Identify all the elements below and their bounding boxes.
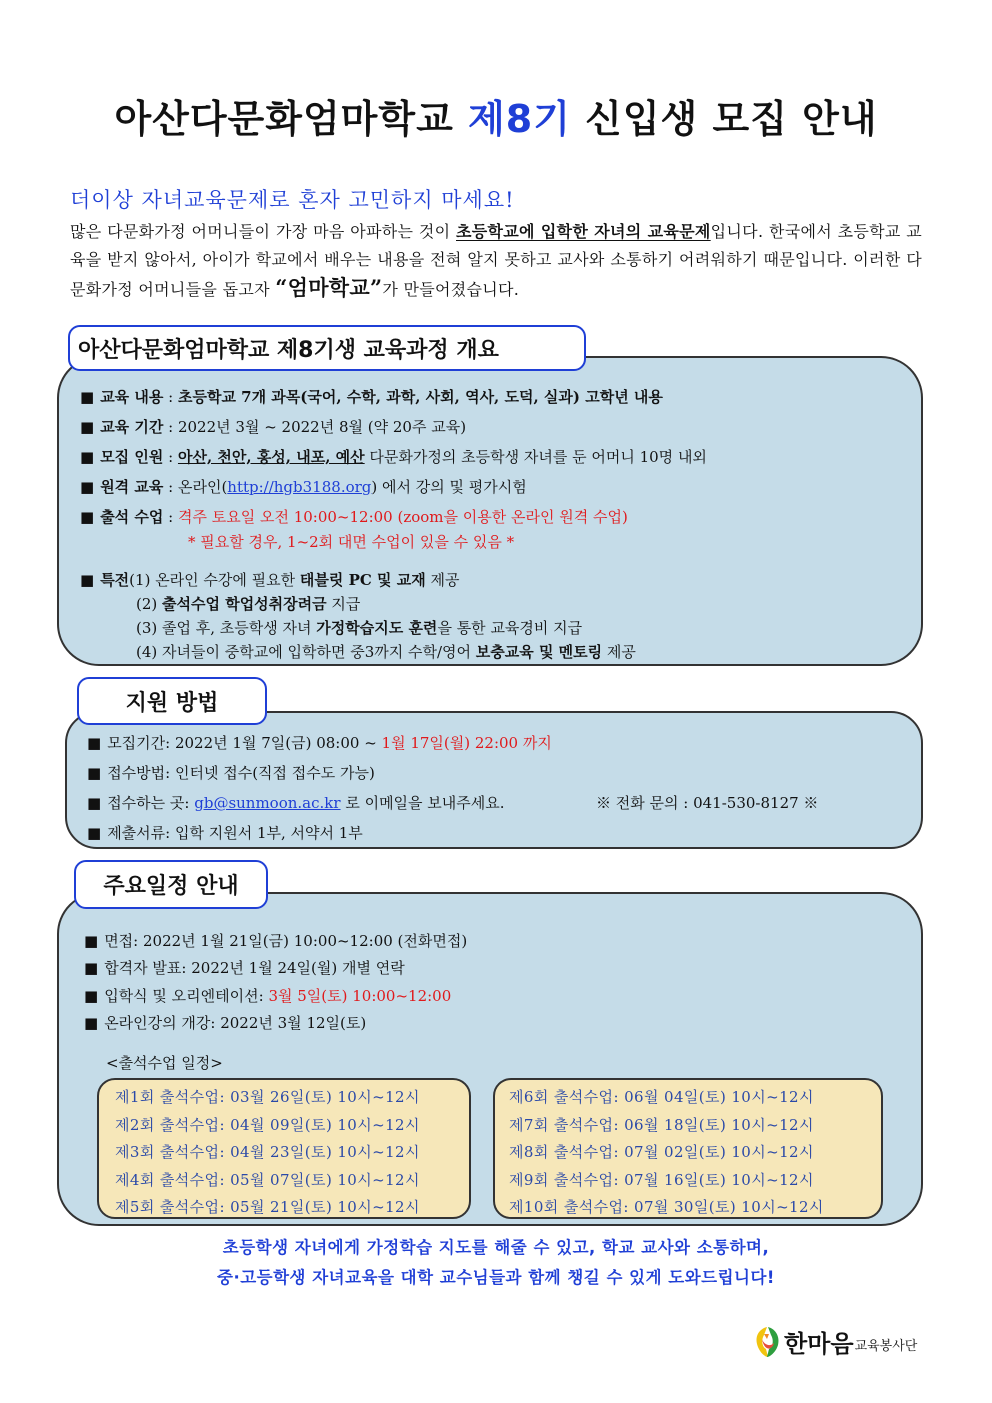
attend-session: 제10회 출석수업: 07월 30일(토) 10시~12시 bbox=[509, 1198, 824, 1216]
benefit-4: (4) 자녀들이 중학교에 입학하면 중3까지 수학/영어 보충교육 및 멘토링 제공 bbox=[136, 643, 636, 661]
schedule-interview: ■ 면접: 2022년 1월 21일(금) 10:00~12:00 (전화면접) bbox=[84, 932, 468, 950]
apply-period: ■ 모집기간: 2022년 1월 7일(금) 08:00 ~ 1월 17일(월) 22:00 까지 bbox=[87, 734, 552, 752]
footer-message bbox=[0, 1233, 992, 1293]
attend-schedule-right bbox=[493, 1078, 883, 1219]
subheading: 더이상 자녀교육문제로 혼자 고민하지 마세요! bbox=[70, 188, 515, 212]
course-attend-note: * 필요할 경우, 1~2회 대면 수업이 있을 수 있음 * bbox=[188, 533, 515, 551]
course-tab: 아산다문화엄마학교 제8기생 교육과정 개요 bbox=[68, 325, 586, 371]
attend-session: 제3회 출석수업: 04월 23일(토) 10시~12시 bbox=[115, 1143, 420, 1161]
hanmaum-emblem-icon bbox=[752, 1325, 782, 1359]
schedule-tab: 주요일정 안내 bbox=[74, 860, 268, 909]
attend-session: 제2회 출석수업: 04월 09일(토) 10시~12시 bbox=[115, 1115, 420, 1134]
schedule-online: ■ 온라인강의 개강: 2022년 3월 12일(토) bbox=[84, 1014, 367, 1032]
attend-session: 제6회 출석수업: 06월 04일(토) 10시~12시 bbox=[509, 1088, 814, 1106]
attend-session: 제5회 출석수업: 05월 21일(토) 10시~12시 bbox=[115, 1198, 420, 1216]
benefit-2: (2) 출석수업 학업성취장려금 지급 bbox=[136, 595, 361, 613]
apply-tab: 지원 방법 bbox=[77, 677, 267, 725]
intro-paragraph: 많은 다문화가정 어머니들이 가장 마음 아파하는 것이 초등학교에 입학한 자녀의 교육문제입니다. 한국에서 초등학교 교육을 받지 않아서, 아이가 학교에서 배우는 내용을 전혀 알지 못하고 교사와 소통하기 어려워하기 때문입니다. 이러한 다문화가정 어머니들을 돕고자 “엄마학교”가 만들어졌습니다. bbox=[70, 222, 922, 300]
page-title: 아산다문화엄마학교 제8기 신입생 모집 안내 bbox=[114, 97, 878, 141]
schedule-entrance: ■ 입학식 및 오리엔테이션: 3월 5일(토) 10:00~12:00 bbox=[84, 987, 452, 1005]
attend-session: 제7회 출석수업: 06월 18일(토) 10시~12시 bbox=[509, 1115, 814, 1134]
attend-session: 제1회 출석수업: 03월 26일(토) 10시~12시 bbox=[115, 1088, 420, 1106]
attend-session: 제9회 출석수업: 07월 16일(토) 10시~12시 bbox=[509, 1170, 814, 1189]
apply-docs: ■ 제출서류: 입학 지원서 1부, 서약서 1부 bbox=[87, 824, 363, 842]
course-attend: ■ 출석 수업 : 격주 토요일 오전 10:00~12:00 (zoom을 이용한 온라인 원격 수업) bbox=[80, 508, 628, 526]
logo-suffix: 교육봉사단 bbox=[854, 1339, 918, 1354]
attend-schedule-title: <출석수업 일정> bbox=[106, 1054, 223, 1072]
website-link[interactable]: http://hgb3188.org bbox=[227, 478, 372, 496]
footer-line-1: 초등학생 자녀에게 가정학습 지도를 해줄 수 있고, 학교 교사와 소통하며, bbox=[222, 1238, 770, 1257]
apply-phone: ※ 전화 문의 : 041-530-8127 ※ bbox=[596, 794, 819, 812]
apply-where: ■ 접수하는 곳: gb@sunmoon.ac.kr 로 이메일을 보내주세요. bbox=[87, 794, 505, 812]
course-period: ■ 교육 기간 : 2022년 3월 ~ 2022년 8월 (약 20주 교육) bbox=[80, 418, 467, 436]
attend-session: 제4회 출석수업: 05월 07일(토) 10시~12시 bbox=[115, 1170, 420, 1189]
logo-name: 한마음 bbox=[784, 1330, 854, 1358]
benefit-1: ■ 특전(1) 온라인 수강에 필요한 태블릿 PC 및 교재 제공 bbox=[80, 571, 460, 589]
apply-method: ■ 접수방법: 인터넷 접수(직접 접수도 가능) bbox=[87, 764, 375, 782]
schedule-result: ■ 합격자 발표: 2022년 1월 24일(월) 개별 연락 bbox=[84, 959, 405, 977]
email-link[interactable]: gb@sunmoon.ac.kr bbox=[194, 794, 341, 812]
hanmaum-logo bbox=[752, 1324, 917, 1359]
benefit-3: (3) 졸업 후, 초등학생 자녀 가정학습지도 훈련을 통한 교육경비 지급 bbox=[136, 619, 583, 637]
course-recruit: ■ 모집 인원 : 아산, 천안, 홍성, 내포, 예산 다문화가정의 초등학생 자녀를 둔 어머니 10명 내외 bbox=[80, 448, 707, 466]
course-remote: ■ 원격 교육 : 온라인(http://hgb3188.org) 에서 강의 및 평가시험 bbox=[80, 478, 527, 496]
attend-session: 제8회 출석수업: 07월 02일(토) 10시~12시 bbox=[509, 1143, 814, 1161]
course-content: ■ 교육 내용 : 초등학교 7개 과목(국어, 수학, 과학, 사회, 역사, 도덕, 실과) 고학년 내용 bbox=[80, 388, 663, 406]
attend-schedule-left bbox=[97, 1078, 471, 1219]
footer-line-2: 중·고등학생 자녀교육을 대학 교수님들과 함께 챙길 수 있게 도와드립니다! bbox=[217, 1268, 775, 1287]
